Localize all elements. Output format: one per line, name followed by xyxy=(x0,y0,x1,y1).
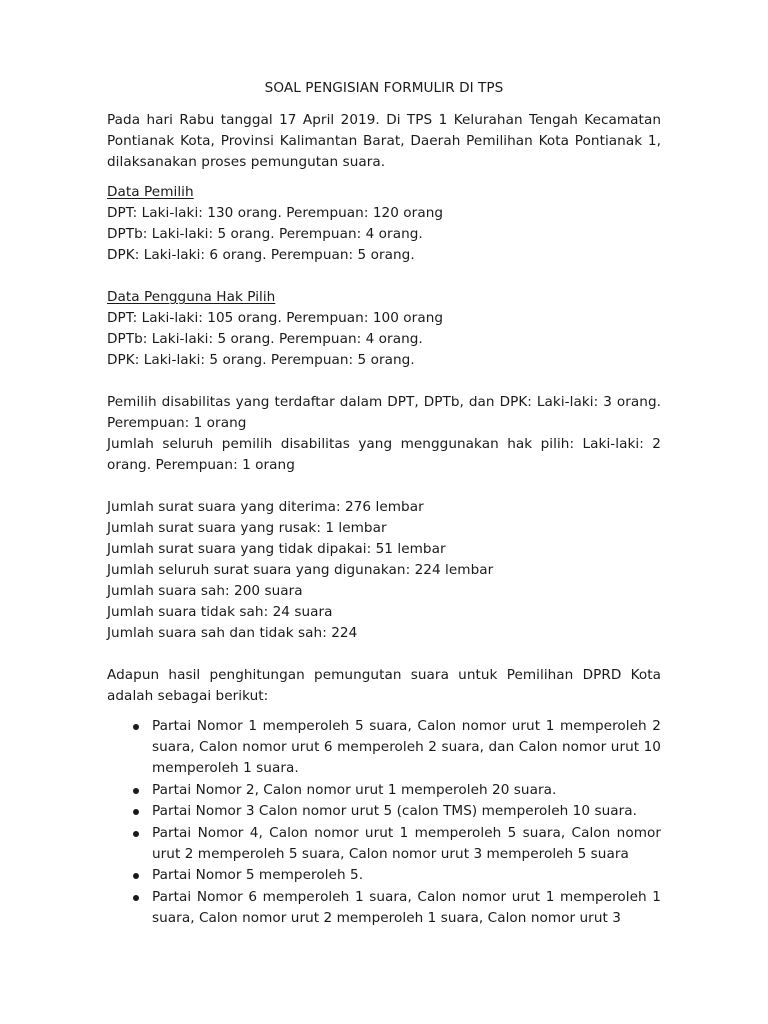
partai-text: Partai Nomor 6 memperoleh 1 suara, Calon nomor urut 1 memperoleh 1 suara, Calon nomor urut 2 memperoleh 1 suara, Calon nomor urut 3 xyxy=(152,888,661,926)
spacer xyxy=(107,644,661,665)
data-pengguna-dpt: DPT: Laki-laki: 105 orang. Perempuan: 100 orang xyxy=(107,310,444,326)
spacer xyxy=(107,476,661,497)
spacer xyxy=(107,266,661,287)
bullet-icon xyxy=(133,873,139,879)
spacer xyxy=(107,371,661,392)
partai-list xyxy=(107,716,661,929)
data-pengguna-heading: Data Pengguna Hak Pilih xyxy=(107,289,276,305)
list-item xyxy=(107,716,661,779)
data-pemilih-heading: Data Pemilih xyxy=(107,184,194,200)
suara-tidak-sah: Jumlah suara tidak sah: 24 suara xyxy=(107,604,333,620)
surat-suara-section xyxy=(107,497,661,644)
partai-text: Partai Nomor 2, Calon nomor urut 1 memperoleh 20 suara. xyxy=(152,781,557,798)
surat-suara-rusak: Jumlah surat suara yang rusak: 1 lembar xyxy=(107,520,387,536)
list-item xyxy=(107,865,661,886)
spacer xyxy=(107,173,661,182)
list-item xyxy=(107,780,661,801)
data-pemilih-dpk: DPK: Laki-laki: 6 orang. Perempuan: 5 orang. xyxy=(107,247,415,263)
bullet-icon xyxy=(133,831,139,837)
hasil-intro: Adapun hasil penghitungan pemungutan suara untuk Pemilihan DPRD Kota adalah sebagai berikut: xyxy=(107,667,661,704)
partai-text: Partai Nomor 4, Calon nomor urut 1 memperoleh 5 suara, Calon nomor urut 2 memperoleh 5 suara, Calon nomor urut 3 memperoleh 5 suara xyxy=(152,824,661,862)
partai-text: Partai Nomor 3 Calon nomor urut 5 (calon TMS) memperoleh 10 suara. xyxy=(152,803,638,819)
surat-suara-diterima: Jumlah surat suara yang diterima: 276 lembar xyxy=(107,499,424,515)
surat-suara-tidak-dipakai: Jumlah surat suara yang tidak dipakai: 51 lembar xyxy=(107,541,446,557)
partai-text: Partai Nomor 1 memperoleh 5 suara, Calon nomor urut 1 memperoleh 2 suara, Calon nomor urut 6 memperoleh 2 suara, dan Calon nomor urut 10 memperoleh 1 suara. xyxy=(152,718,661,776)
bullet-icon xyxy=(133,895,139,901)
surat-suara-digunakan: Jumlah seluruh surat suara yang digunakan: 224 lembar xyxy=(107,562,494,578)
document-page xyxy=(107,78,661,929)
disabilitas-section xyxy=(107,392,661,476)
data-pemilih-section xyxy=(107,182,661,266)
data-pemilih-dpt: DPT: Laki-laki: 130 orang. Perempuan: 120 orang xyxy=(107,205,444,221)
intro-paragraph: Pada hari Rabu tanggal 17 April 2019. Di TPS 1 Kelurahan Tengah Kecamatan Pontianak Kota, Provinsi Kalimantan Barat, Daerah Pemilihan Kota Pontianak 1, dilaksanakan proses pemungutan suara. xyxy=(107,112,661,170)
list-item xyxy=(107,887,661,929)
disabilitas-terdaftar: Pemilih disabilitas yang terdaftar dalam DPT, DPTb, dan DPK: Laki-laki: 3 orang. Perempuan: 1 orang xyxy=(107,394,661,431)
data-pengguna-dptb: DPTb: Laki-laki: 5 orang. Perempuan: 4 orang. xyxy=(107,331,423,347)
bullet-icon xyxy=(133,724,139,730)
bullet-icon xyxy=(133,809,139,815)
spacer xyxy=(107,707,661,716)
data-pemilih-dptb: DPTb: Laki-laki: 5 orang. Perempuan: 4 orang. xyxy=(107,226,423,242)
suara-sah-tidak-sah: Jumlah suara sah dan tidak sah: 224 xyxy=(107,625,358,641)
disabilitas-pengguna: Jumlah seluruh pemilih disabilitas yang menggunakan hak pilih: Laki-laki: 2 orang. Perempuan: 1 orang xyxy=(107,436,661,473)
page-title: SOAL PENGISIAN FORMULIR DI TPS xyxy=(264,80,504,96)
list-item xyxy=(107,801,661,822)
data-pengguna-dpk: DPK: Laki-laki: 5 orang. Perempuan: 5 orang. xyxy=(107,352,415,368)
suara-sah: Jumlah suara sah: 200 suara xyxy=(107,583,303,599)
list-item xyxy=(107,823,661,865)
data-pengguna-section xyxy=(107,287,661,371)
bullet-icon xyxy=(133,788,139,794)
partai-text: Partai Nomor 5 memperoleh 5. xyxy=(152,867,364,883)
